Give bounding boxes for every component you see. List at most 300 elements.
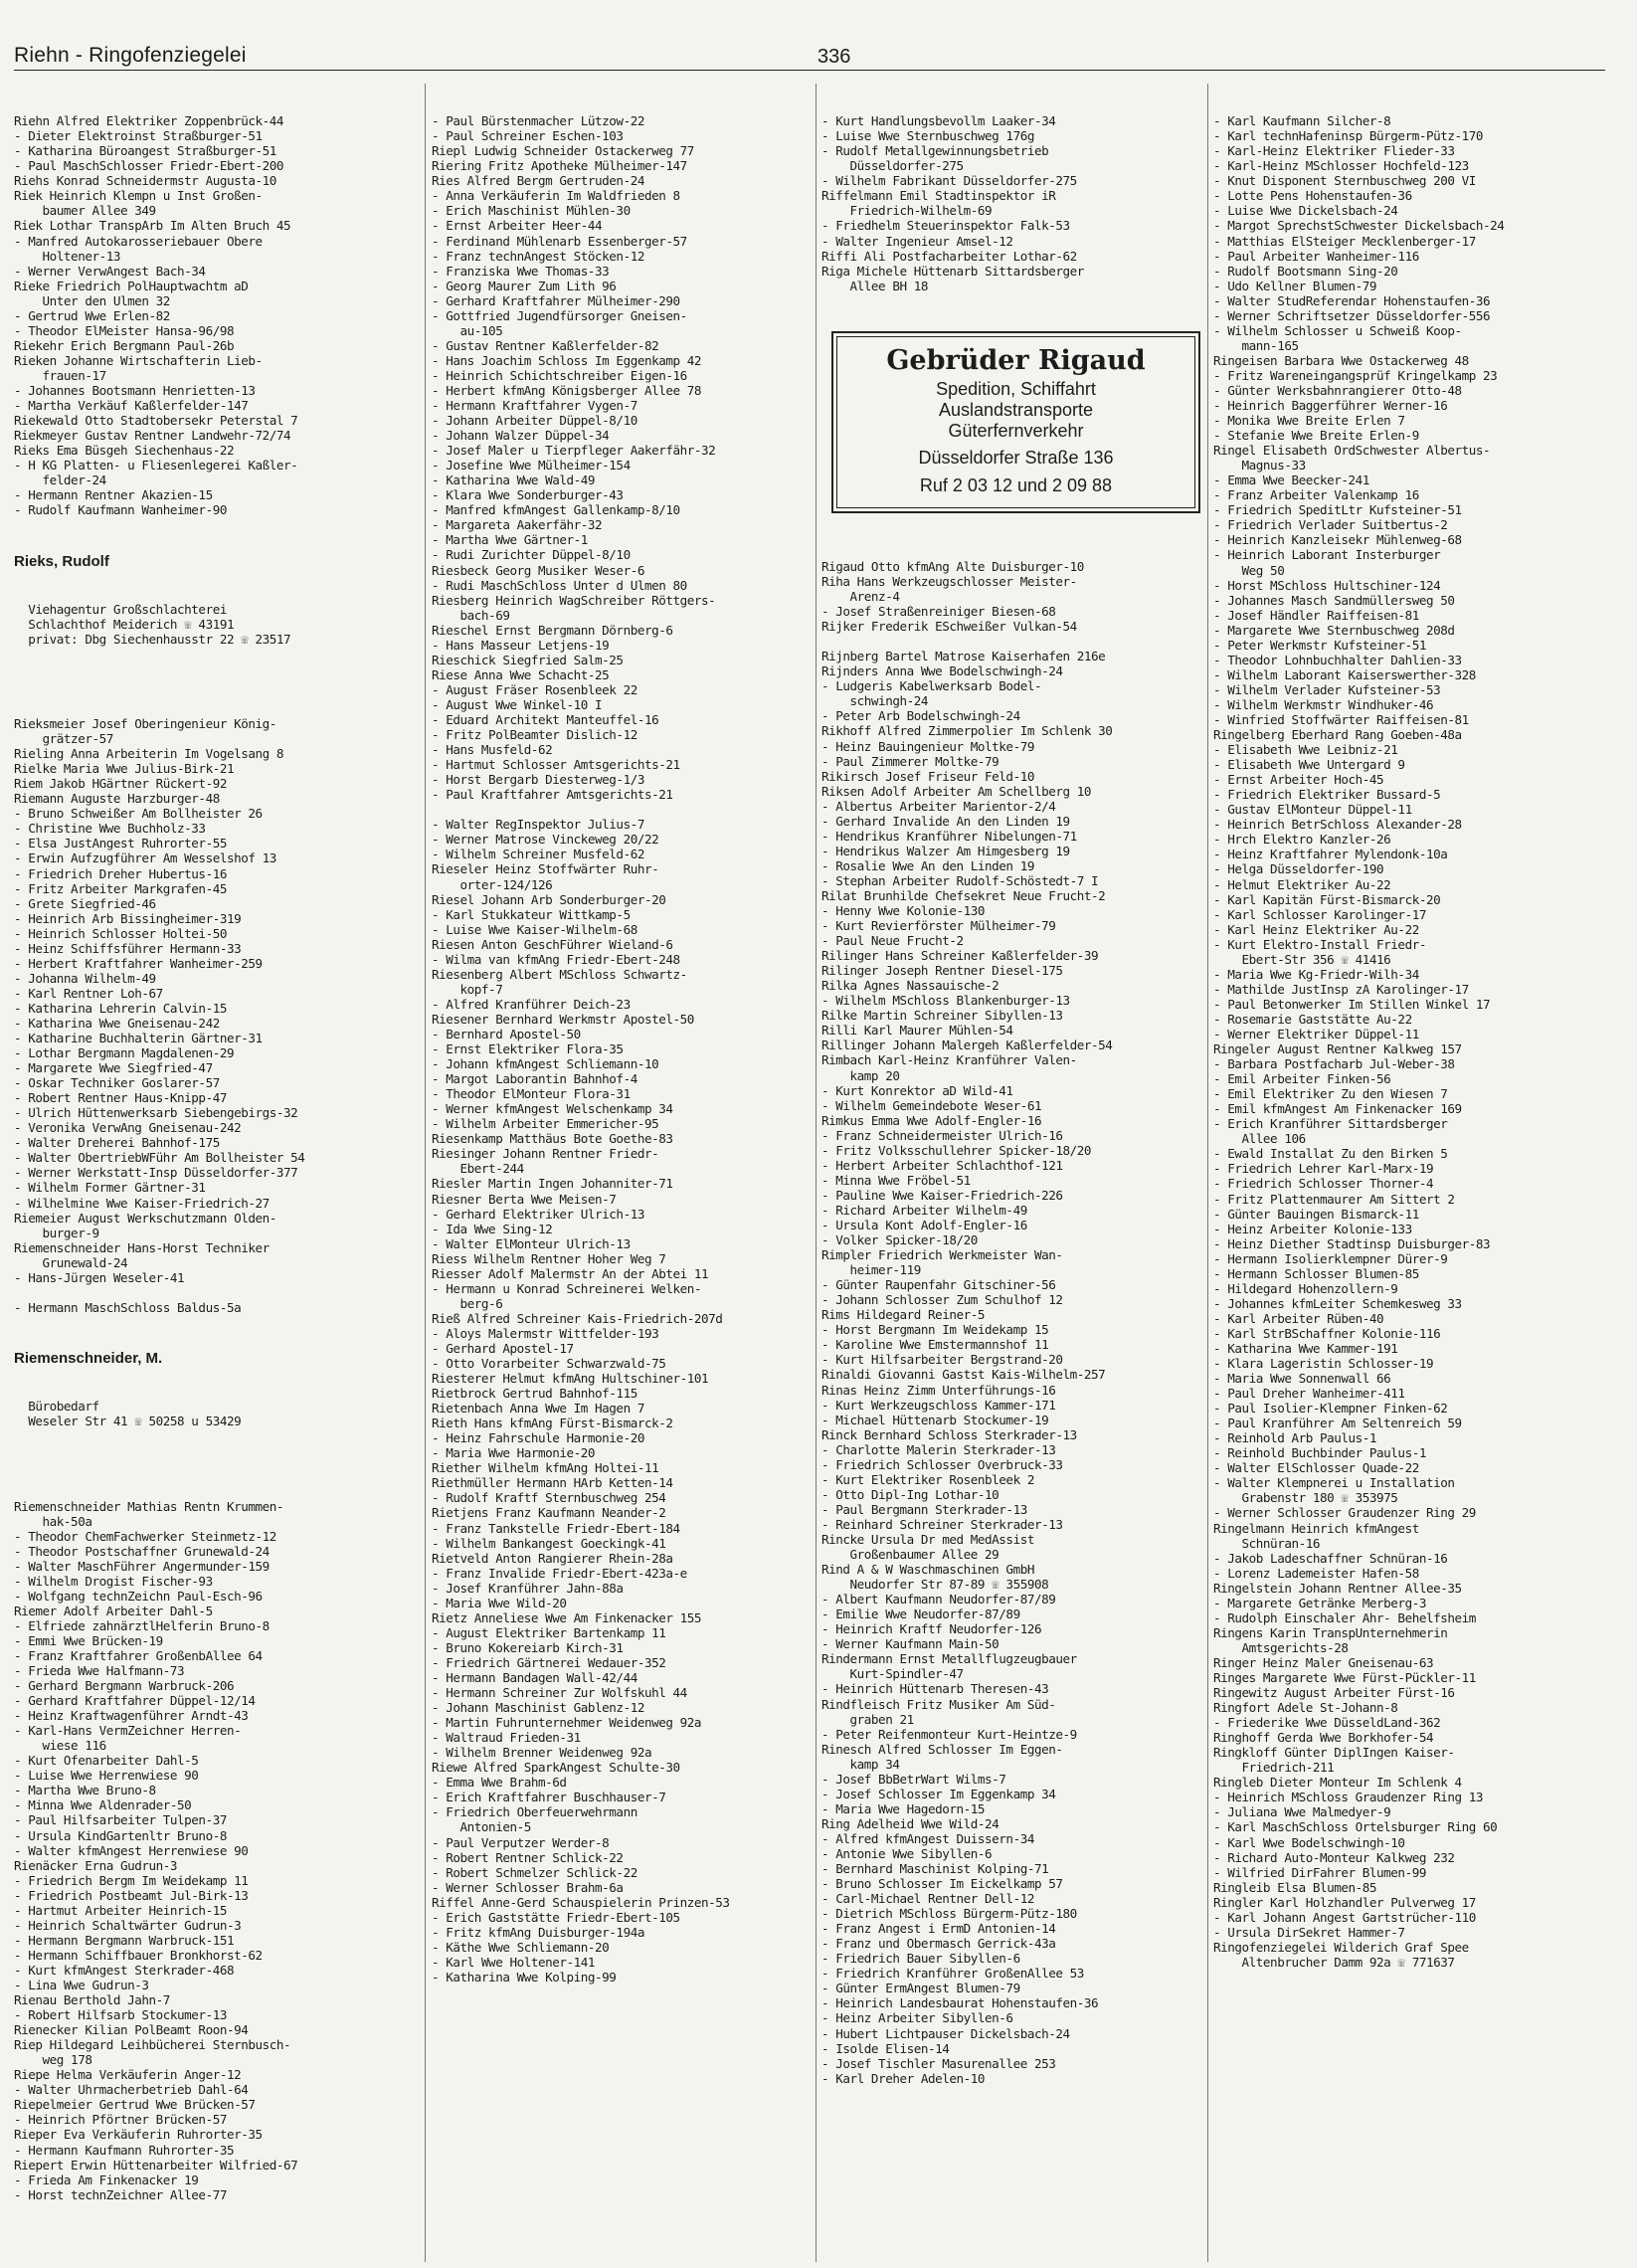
directory-entry: Schlachthof Meiderich ☏ 43191	[14, 616, 235, 632]
directory-entry: Riepelmeier Gertrud Wwe Brücken-57	[14, 2097, 256, 2113]
directory-entry: - Ursula Kont Adolf-Engler-16	[821, 1218, 1027, 1232]
directory-entry: - Helmut Elektriker Au-22	[1213, 876, 1391, 892]
directory-entry: Ringleb Dieter Monteur Im Schlenk 4	[1213, 1775, 1462, 1791]
directory-entry: - Walter ElMonteur Ulrich-13	[432, 1235, 631, 1251]
directory-entry: - Friedrich Lehrer Karl-Marx-19	[1213, 1161, 1434, 1177]
directory-entry: - Theodor ChemFachwerker Steinmetz-12	[14, 1528, 276, 1544]
directory-entry: Rincke Ursula Dr med MedAssist	[821, 1531, 1034, 1547]
directory-entry: Rieper Eva Verkäuferin Ruhrorter-35	[14, 2127, 263, 2143]
directory-entry: heimer-119	[821, 1262, 921, 1278]
directory-entry: - Katharina Wwe Wald-49	[432, 472, 596, 488]
directory-entry: - Gerhard Elektriker Ulrich-13	[432, 1206, 644, 1222]
directory-entry: Ringfort Adele St-Johann-8	[1213, 1700, 1398, 1716]
directory-entry: - Reinhold Arb Paulus-1	[1213, 1430, 1377, 1446]
directory-entry: - Karl Wwe Bodelschwingh-10	[1213, 1834, 1405, 1850]
directory-entry: Rilinger Hans Schreiner Kaßlerfelder-39	[821, 948, 1099, 964]
directory-entry: - Emilie Wwe Neudorfer-87/89	[821, 1606, 1020, 1622]
directory-entry: - Wilfried DirFahrer Blumen-99	[1213, 1864, 1426, 1880]
directory-entry: - Friedrich Postbeamt Jul-Birk-13	[14, 1887, 249, 1903]
directory-entry: Ringkloff Günter DiplIngen Kaiser-	[1213, 1745, 1455, 1761]
entry-list	[821, 113, 1204, 293]
directory-entry: Rieling Anna Arbeiterin Im Vogelsang 8	[14, 746, 284, 762]
directory-entry: - Hendrikus Kranführer Nibelungen-71	[821, 828, 1077, 844]
directory-entry: - Barbara Postfacharb Jul-Weber-38	[1213, 1056, 1455, 1072]
directory-entry: - Karl Dreher Adelen-10	[821, 2070, 986, 2086]
directory-entry: - Heinrich Arb Bissingheimer-319	[14, 910, 242, 926]
directory-entry: au-105	[432, 322, 503, 338]
directory-entry: Rieseler Heinz Stoffwärter Ruhr-	[432, 861, 659, 877]
directory-entry: - Eduard Architekt Manteuffel-16	[432, 712, 659, 727]
directory-entry: - Richard Arbeiter Wilhelm-49	[821, 1202, 1027, 1218]
directory-entry: - Heinrich Pförtner Brücken-57	[14, 2112, 227, 2128]
directory-entry: - Emmi Wwe Brücken-19	[14, 1632, 163, 1648]
directory-entry: - Walter Ingenieur Amsel-12	[821, 233, 1013, 249]
directory-entry: kamp 34	[821, 1756, 900, 1772]
directory-entry: - Karl Rentner Loh-67	[14, 985, 163, 1001]
directory-entry: - Martin Fuhrunternehmer Weidenweg 92a	[432, 1715, 702, 1731]
directory-entry: - Herbert kfmAng Königsberger Allee 78	[432, 382, 702, 398]
directory-entry: - Gerhard Bergmann Warbruck-206	[14, 1678, 235, 1694]
directory-entry: Riffi Ali Postfacharbeiter Lothar-62	[821, 248, 1077, 264]
directory-entry: - Anna Verkäuferin Im Waldfrieden 8	[432, 188, 680, 204]
directory-entry: - Werner Schlosser Brahm-6a	[432, 1879, 624, 1895]
directory-entry: privat: Dbg Siechenhausstr 22 ☏ 23517	[14, 631, 291, 647]
directory-entry: - Ulrich Hüttenwerksarb Siebengebirgs-32	[14, 1105, 298, 1121]
directory-entry: Riesen Anton GeschFührer Wieland-6	[432, 936, 673, 952]
directory-entry: - Peter Reifenmonteur Kurt-Heintze-9	[821, 1726, 1077, 1742]
directory-entry: - Carl-Michael Rentner Dell-12	[821, 1891, 1034, 1907]
directory-entry: Ringens Karin TranspUnternehmerin	[1213, 1624, 1448, 1640]
directory-entry: berg-6	[432, 1295, 503, 1311]
directory-entry: Grabenstr 180 ☏ 353975	[1213, 1490, 1398, 1506]
directory-entry: - Wilhelm Schlosser u Schweiß Koop-	[1213, 322, 1462, 338]
directory-entry: - Johann Maschinist Gablenz-12	[432, 1700, 644, 1716]
directory-entry: - Franziska Wwe Thomas-33	[432, 263, 610, 279]
directory-entry: - Erich Gaststätte Friedr-Ebert-105	[432, 1909, 680, 1925]
directory-entry: Riemeier August Werkschutzmann Olden-	[14, 1210, 276, 1226]
directory-entry: - Walter kfmAngest Herrenwiese 90	[14, 1842, 249, 1858]
directory-entry	[432, 802, 815, 817]
directory-entry: - Heinrich Schlosser Holtei-50	[14, 925, 227, 941]
ad-phone: Ruf 2 03 12 und 2 09 88	[919, 474, 1113, 495]
directory-entry: - Peter Werkmstr Kufsteiner-51	[1213, 637, 1426, 653]
directory-entry: - Gottfried Jugendfürsorger Gneisen-	[432, 307, 687, 323]
directory-entry: - Maria Wwe Hagedorn-15	[821, 1800, 986, 1816]
directory-entry: - Grete Siegfried-46	[14, 895, 156, 911]
directory-entry: frauen-17	[14, 367, 106, 383]
directory-entry: Riekmeyer Gustav Rentner Landwehr-72/74	[14, 428, 291, 444]
directory-entry: - Otto Vorarbeiter Schwarzwald-75	[432, 1356, 666, 1372]
directory-entry: Riha Hans Werkzeugschlosser Meister-	[821, 573, 1077, 589]
directory-entry: Weseler Str 41 ☏ 50258 u 53429	[14, 1414, 242, 1429]
directory-entry: - Stephan Arbeiter Rudolf-Schöstedt-7 I	[821, 872, 1099, 888]
directory-entry: Rietenbach Anna Wwe Im Hagen 7	[432, 1401, 644, 1417]
directory-entry: - Friedrich Verlader Suitbertus-2	[1213, 517, 1448, 533]
directory-entry: - Isolde Elisen-14	[821, 2040, 950, 2056]
directory-entry: - Wilhelm Gemeindebote Weser-61	[821, 1097, 1042, 1113]
directory-entry: - Karl Wwe Holtener-141	[432, 1954, 596, 1970]
directory-entry: - Bruno Schlosser Im Eickelkamp 57	[821, 1876, 1063, 1892]
directory-entry: Rigaud Otto kfmAng Alte Duisburger-10	[821, 558, 1084, 574]
directory-entry: - Emil kfmAngest Am Finkenacker 169	[1213, 1101, 1462, 1117]
directory-entry: - Aloys Malermstr Wittfelder-193	[432, 1325, 659, 1341]
directory-entry: Rienecker Kilian PolBeamt Roon-94	[14, 2022, 249, 2038]
directory-entry: Riehs Konrad Schneidermstr Augusta-10	[14, 173, 276, 189]
directory-entry: - Rudolf Kaufmann Wanheimer-90	[14, 502, 227, 518]
directory-entry: Rimkus Emma Wwe Adolf-Engler-16	[821, 1112, 1042, 1128]
directory-entry: - Franz Angest i ErmD Antonien-14	[821, 1921, 1056, 1937]
directory-entry: Rindfleisch Fritz Musiker Am Süd-	[821, 1696, 1056, 1712]
directory-entry: - Margot Laborantin Bahnhof-4	[432, 1071, 637, 1087]
directory-entry: graben 21	[821, 1711, 914, 1727]
directory-entry: - Horst technZeichner Allee-77	[14, 2186, 227, 2202]
directory-entry: - Wilhelm Verlader Kufsteiner-53	[1213, 681, 1441, 697]
directory-entry: Kurt-Spindler-47	[821, 1666, 964, 1682]
directory-entry: Allee BH 18	[821, 278, 928, 293]
directory-entry: Neudorfer Str 87-89 ☏ 355908	[821, 1577, 1049, 1593]
directory-entry: - Horst Bergarb Diesterweg-1/3	[432, 772, 644, 788]
directory-entry: - Manfred kfmAngest Gallenkamp-8/10	[432, 502, 680, 518]
directory-entry: - Katharine Buchhalterin Gärtner-31	[14, 1031, 263, 1046]
directory-entry: - Margarete Wwe Siegfried-47	[14, 1060, 213, 1076]
directory-entry: - Robert Schmelzer Schlick-22	[432, 1864, 637, 1880]
directory-columns	[14, 84, 1615, 2262]
directory-entry: - Hildegard Hohenzollern-9	[1213, 1280, 1398, 1296]
directory-entry: - Henny Wwe Kolonie-130	[821, 903, 986, 919]
directory-entry: - Heinrich Kraftf Neudorfer-126	[821, 1621, 1042, 1637]
directory-entry: - Wilhelm Werkmstr Windhuker-46	[1213, 696, 1434, 712]
directory-entry: - Antonie Wwe Sibyllen-6	[821, 1845, 993, 1861]
directory-entry: - Klara Wwe Sonderburger-43	[432, 487, 624, 503]
directory-entry: Viehagentur Großschlachterei	[14, 601, 227, 617]
directory-entry: - Heinrich Kanzleisekr Mühlenweg-68	[1213, 532, 1462, 548]
directory-entry: - Walter Uhrmacherbetrieb Dahl-64	[14, 2082, 249, 2098]
directory-entry: - Emil Arbeiter Finken-56	[1213, 1071, 1391, 1087]
directory-entry: - Heinrich BetrSchloss Alexander-28	[1213, 817, 1462, 833]
ad-title: Gebrüder Rigaud	[886, 344, 1146, 376]
directory-entry: burger-9	[14, 1225, 99, 1240]
directory-entry: - Johanna Wilhelm-49	[14, 970, 156, 986]
directory-entry: - Heinrich MSchloss Graudenzer Ring 13	[1213, 1790, 1484, 1805]
directory-entry: - Werner Kaufmann Main-50	[821, 1636, 1000, 1652]
directory-entry: - Karl-Hans VermZeichner Herren-	[14, 1723, 242, 1739]
directory-entry: - Walter ObertriebWFühr Am Bollheister 54	[14, 1150, 305, 1166]
directory-entry: Riering Fritz Apotheke Mülheimer-147	[432, 158, 687, 174]
directory-entry: - Karl StrBSchaffner Kolonie-116	[1213, 1325, 1441, 1341]
directory-entry: - Kurt Hilfsarbeiter Bergstrand-20	[821, 1352, 1063, 1368]
directory-entry: - Hermann Kraftfahrer Vygen-7	[432, 398, 637, 414]
directory-entry: - Johannes kfmLeiter Schemkesweg 33	[1213, 1295, 1462, 1311]
directory-entry: - Walter Dreherei Bahnhof-175	[14, 1135, 220, 1151]
directory-entry: - Oskar Techniker Goslarer-57	[14, 1075, 220, 1091]
directory-entry: Schnüran-16	[1213, 1535, 1320, 1551]
page-number: 336	[818, 46, 851, 68]
directory-entry: Riekewald Otto Stadtobersekr Peterstal 7	[14, 413, 298, 429]
directory-entry: - Hermann Schlosser Blumen-85	[1213, 1265, 1419, 1281]
directory-entry: Rijnberg Bartel Matrose Kaiserhafen 216e	[821, 649, 1106, 664]
directory-entry: Rietbrock Gertrud Bahnhof-115	[432, 1386, 637, 1402]
directory-entry: - Heinz Fahrschule Harmonie-20	[432, 1430, 644, 1446]
column-3	[821, 84, 1204, 2262]
directory-entry: Rindermann Ernst Metallflugzeugbauer	[821, 1651, 1077, 1667]
directory-entry: Riesser Adolf Malermstr An der Abtei 11	[432, 1265, 709, 1281]
directory-entry: Rieke Friedrich PolHauptwachtm aD	[14, 278, 249, 293]
directory-entry: Riesenkamp Matthäus Bote Goethe-83	[432, 1131, 673, 1147]
directory-entry: Düsseldorfer-275	[821, 158, 964, 174]
directory-entry: - Friedrich Schlosser Thorner-4	[1213, 1176, 1434, 1192]
directory-entry: - Mathilde JustInsp zA Karolinger-17	[1213, 981, 1469, 997]
directory-entry: - Franz Tankstelle Friedr-Ebert-184	[432, 1520, 680, 1536]
directory-entry: - Hermann Bergmann Warbruck-151	[14, 1932, 235, 1948]
directory-entry: - Theodor ElMeister Hansa-96/98	[14, 322, 235, 338]
directory-entry: Riek Lothar TranspArb Im Alten Bruch 45	[14, 218, 291, 234]
directory-entry: - Walter StudReferendar Hohenstaufen-36	[1213, 292, 1491, 308]
directory-entry: - Paul Dreher Wanheimer-411	[1213, 1386, 1405, 1402]
directory-entry: - Emil Elektriker Zu den Wiesen 7	[1213, 1086, 1448, 1102]
directory-entry: - Erich Maschinist Mühlen-30	[432, 203, 631, 219]
directory-entry: - Kurt kfmAngest Sterkrader-468	[14, 1962, 235, 1978]
directory-entry: - Margarete Wwe Sternbuschweg 208d	[1213, 622, 1455, 638]
column-2	[432, 84, 815, 2262]
directory-entry: Bürobedarf	[14, 1399, 99, 1415]
directory-entry: Riesener Bernhard Werkmstr Apostel-50	[432, 1011, 694, 1027]
directory-entry: Allee 106	[1213, 1131, 1306, 1147]
column-divider	[816, 84, 817, 2262]
directory-entry	[821, 634, 1204, 649]
directory-entry: - Helga Düsseldorfer-190	[1213, 861, 1384, 877]
directory-entry: - Paul Isolier-Klempner Finken-62	[1213, 1401, 1448, 1417]
business-name-riemenschneider: Riemenschneider, M.	[14, 1350, 163, 1368]
directory-entry: - Lina Wwe Gudrun-3	[14, 1978, 149, 1992]
directory-entry: Riese Anna Wwe Schacht-25	[432, 666, 610, 682]
directory-entry: - Kurt Werkzeugschloss Kammer-171	[821, 1397, 1056, 1413]
advertisement-box	[831, 331, 1200, 513]
directory-entry: - Paul Hilfsarbeiter Tulpen-37	[14, 1812, 227, 1828]
directory-entry: - Ferdinand Mühlenarb Essenberger-57	[432, 233, 687, 249]
directory-entry: - Franz technAngest Stöcken-12	[432, 248, 644, 264]
directory-entry: - Reinhard Schreiner Sterkrader-13	[821, 1516, 1063, 1532]
directory-entry: - Franz Schneidermeister Ulrich-16	[821, 1127, 1063, 1143]
directory-entry: Weg 50	[1213, 562, 1285, 578]
directory-entry: - Emma Wwe Brahm-6d	[432, 1775, 567, 1791]
directory-entry: - Erich Kraftfahrer Buschhauser-7	[432, 1790, 666, 1805]
directory-entry: - Margarete Getränke Merberg-3	[1213, 1595, 1426, 1610]
directory-entry: Rimpler Friedrich Werkmeister Wan-	[821, 1247, 1063, 1263]
directory-entry: - Fritz Arbeiter Markgrafen-45	[14, 880, 227, 896]
directory-entry: - Karl Johann Angest Gartstrücher-110	[1213, 1909, 1476, 1925]
directory-entry: - Rudolf Metallgewinnungsbetrieb	[821, 143, 1049, 159]
directory-entry: - Rosemarie Gaststätte Au-22	[1213, 1011, 1412, 1027]
directory-entry: - Johann kfmAngest Schliemann-10	[432, 1056, 659, 1072]
directory-entry: - Heinrich Baggerführer Werner-16	[1213, 398, 1448, 414]
directory-entry: - Ernst Arbeiter Hoch-45	[1213, 772, 1384, 788]
directory-entry: - Wilma van kfmAng Friedr-Ebert-248	[432, 951, 680, 967]
directory-entry: - Karoline Wwe Emstermannshof 11	[821, 1337, 1049, 1353]
directory-entry: - Knut Disponent Sternbuschweg 200 VI	[1213, 173, 1476, 189]
directory-entry: mann-165	[1213, 337, 1299, 353]
directory-entry: - Heinz Diether Stadtinsp Duisburger-83	[1213, 1235, 1491, 1251]
directory-entry: - August Fräser Rosenbleek 22	[432, 681, 637, 697]
directory-entry: - Heinrich Schaltwärter Gudrun-3	[14, 1917, 242, 1933]
directory-entry: - Rudolf Kraftf Sternbuschweg 254	[432, 1490, 666, 1506]
directory-entry: - Johannes Bootsmann Henrietten-13	[14, 382, 256, 398]
entry-list	[1213, 113, 1615, 1970]
directory-entry: - Johann Schlosser Zum Schulhof 12	[821, 1292, 1063, 1308]
directory-entry: - Josef Maler u Tierpfleger Aakerfähr-32	[432, 443, 716, 459]
directory-entry: - Paul MaschSchlosser Friedr-Ebert-200	[14, 158, 284, 174]
directory-entry: - Hartmut Arbeiter Heinrich-15	[14, 1902, 227, 1918]
directory-entry: Ries Alfred Bergm Gertruden-24	[432, 173, 644, 189]
directory-entry: Rillinger Johann Malergeh Kaßlerfelder-54	[821, 1038, 1113, 1053]
directory-entry: - Franz Arbeiter Valenkamp 16	[1213, 487, 1419, 503]
directory-entry: Magnus-33	[1213, 458, 1306, 473]
directory-entry: - Charlotte Malerin Sterkrader-13	[821, 1441, 1056, 1457]
directory-entry: - Robert Rentner Haus-Knipp-47	[14, 1090, 227, 1106]
directory-entry: - Bruno Kokereiarb Kirch-31	[432, 1639, 624, 1655]
directory-entry: - Katharina Wwe Kammer-191	[1213, 1340, 1398, 1356]
directory-entry: - Friedrich Elektriker Bussard-5	[1213, 787, 1441, 803]
directory-entry: - Robert Rentner Schlick-22	[432, 1849, 624, 1865]
entry-list	[14, 716, 412, 1315]
directory-entry: - Paul Schreiner Eschen-103	[432, 128, 624, 144]
directory-entry: - Christine Wwe Buchholz-33	[14, 821, 206, 837]
directory-entry: Ringewitz August Arbeiter Fürst-16	[1213, 1685, 1455, 1701]
directory-entry: - Albertus Arbeiter Marientor-2/4	[821, 798, 1056, 814]
directory-entry: Riemenschneider Hans-Horst Techniker	[14, 1239, 270, 1255]
directory-entry: - Fritz Wareneingangsprüf Kringelkamp 23	[1213, 367, 1498, 383]
directory-entry: - Lothar Bergmann Magdalenen-29	[14, 1045, 235, 1061]
directory-entry: - Johannes Masch Sandmüllersweg 50	[1213, 592, 1455, 608]
directory-entry: - Volker Spicker-18/20	[821, 1232, 978, 1248]
directory-entry: - Karl-Heinz Elektriker Flieder-33	[1213, 143, 1455, 159]
directory-entry: Rinck Bernhard Schloss Sterkrader-13	[821, 1426, 1077, 1442]
directory-entry: bach-69	[432, 607, 510, 623]
directory-entry: - Otto Dipl-Ing Lothar-10	[821, 1486, 1000, 1502]
directory-entry: - Veronika VerwAng Gneisenau-242	[14, 1120, 242, 1136]
directory-entry: hak-50a	[14, 1513, 92, 1529]
directory-entry: - Fritz Volksschullehrer Spicker-18/20	[821, 1142, 1092, 1158]
directory-entry: - Rudolf Bootsmann Sing-20	[1213, 263, 1398, 279]
directory-entry: - Margot SprechstSchwester Dickelsbach-24	[1213, 218, 1505, 234]
directory-entry: - Ludgeris Kabelwerksarb Bodel-	[821, 678, 1042, 694]
directory-entry: - Günter Bauingen Bismarck-11	[1213, 1206, 1419, 1222]
directory-entry: Riem Jakob HGärtner Rückert-92	[14, 776, 227, 792]
directory-entry: - Reinhold Buchbinder Paulus-1	[1213, 1445, 1426, 1461]
ad-address: Düsseldorfer Straße 136	[918, 447, 1114, 468]
directory-entry: - Friedrich Bauer Sibyllen-6	[821, 1951, 1020, 1967]
directory-entry: kamp 20	[821, 1067, 900, 1083]
directory-entry: - Heinrich Landesbaurat Hohenstaufen-36	[821, 1995, 1099, 2011]
directory-entry: - Heinz Schiffsführer Hermann-33	[14, 940, 242, 956]
directory-entry: Riesenberg Albert MSchloss Schwartz-	[432, 966, 687, 982]
directory-entry: - Gerhard Kraftfahrer Mülheimer-290	[432, 292, 680, 308]
directory-entry: Rilka Agnes Nassauische-2	[821, 978, 1000, 994]
directory-entry: - Heinz Arbeiter Kolonie-133	[1213, 1221, 1412, 1236]
directory-entry: - Heinrich Hüttenarb Theresen-43	[821, 1681, 1049, 1697]
directory-entry: schwingh-24	[821, 693, 928, 709]
directory-entry: Rieß Alfred Schreiner Kais-Friedrich-207d	[432, 1310, 723, 1326]
directory-entry: - Josef Händler Raiffeisen-81	[1213, 607, 1419, 623]
directory-entry: - Minna Wwe Aldenrader-50	[14, 1797, 192, 1813]
directory-entry: - Gertrud Wwe Erlen-82	[14, 307, 170, 323]
directory-entry: - Josef Straßenreiniger Biesen-68	[821, 604, 1056, 620]
directory-entry: - Karl-Heinz MSchlosser Hochfeld-123	[1213, 158, 1469, 174]
directory-entry: Rinas Heinz Zimm Unterführungs-16	[821, 1382, 1056, 1398]
directory-entry: Riep Hildegard Leihbücherei Sternbusch-	[14, 2037, 291, 2053]
directory-entry: - Werner Schriftsetzer Düsseldorfer-556	[1213, 307, 1491, 323]
directory-entry: - Herbert Kraftfahrer Wanheimer-259	[14, 955, 263, 971]
directory-entry: - Hans Masseur Letjens-19	[432, 637, 610, 653]
directory-entry: - Robert Hilfsarb Stockumer-13	[14, 2007, 227, 2023]
directory-entry: - Dietrich MSchloss Bürgerm-Pütz-180	[821, 1906, 1077, 1922]
directory-entry: - Günter Werksbahnrangierer Otto-48	[1213, 382, 1462, 398]
directory-entry: - Margareta Aakerfähr-32	[432, 517, 603, 533]
directory-entry: Riehn Alfred Elektriker Zoppenbrück-44	[14, 113, 284, 129]
directory-entry: - Gustav Rentner Kaßlerfelder-82	[432, 337, 659, 353]
directory-entry: - Ernst Elektriker Flora-35	[432, 1041, 624, 1057]
column-divider	[425, 84, 426, 2262]
directory-entry: - Paul Kraftfahrer Amtsgerichts-21	[432, 787, 673, 803]
directory-entry: - Fritz Plattenmaurer Am Sittert 2	[1213, 1191, 1455, 1207]
directory-entry: Riepe Helma Verkäuferin Anger-12	[14, 2067, 242, 2083]
directory-entry: - Wilhelm Schreiner Musfeld-62	[432, 847, 644, 862]
directory-entry: - Klara Lageristin Schlosser-19	[1213, 1356, 1434, 1372]
directory-entry: - Luise Wwe Sternbuschweg 176g	[821, 128, 1034, 144]
directory-entry: Rikirsch Josef Friseur Feld-10	[821, 768, 1034, 784]
directory-entry: - Rosalie Wwe An den Linden 19	[821, 857, 1034, 873]
directory-entry: - Friedrich Gärtnerei Wedauer-352	[432, 1654, 666, 1670]
directory-entry: - Waltraud Frieden-31	[432, 1730, 581, 1746]
directory-entry: - Friedrich Schlosser Overbruck-33	[821, 1456, 1063, 1472]
directory-entry: Riesbeck Georg Musiker Weser-6	[432, 562, 644, 578]
directory-entry: - Elfriede zahnärztlHelferin Bruno-8	[14, 1617, 270, 1633]
directory-entry: - Wilhelm Arbeiter Emmericher-95	[432, 1116, 659, 1132]
directory-entry: Riethmüller Hermann HArb Ketten-14	[432, 1475, 673, 1491]
directory-entry: - Michael Hüttenarb Stockumer-19	[821, 1412, 1049, 1427]
directory-entry: - Ewald Installat Zu den Birken 5	[1213, 1146, 1448, 1162]
directory-entry: Ringeler August Rentner Kalkweg 157	[1213, 1041, 1462, 1057]
directory-entry: Holtener-13	[14, 248, 120, 264]
directory-entry: Ringler Karl Holzhandler Pulverweg 17	[1213, 1894, 1476, 1910]
directory-entry: Ebert-244	[432, 1161, 524, 1177]
directory-entry: Rieksmeier Josef Oberingenieur König-	[14, 716, 276, 732]
directory-entry: felder-24	[14, 472, 106, 488]
directory-entry: - Karl technHafeninsp Bürgerm-Pütz-170	[1213, 128, 1484, 144]
directory-entry: - Elisabeth Wwe Leibniz-21	[1213, 742, 1398, 758]
directory-entry: Rietz Anneliese Wwe Am Finkenacker 155	[432, 1609, 702, 1625]
directory-entry: - Kurt Handlungsbevollm Laaker-34	[821, 113, 1056, 129]
directory-entry: Rikhoff Alfred Zimmerpolier Im Schlenk 30	[821, 723, 1113, 739]
directory-entry: - Wilhelm Drogist Fischer-93	[14, 1573, 213, 1589]
directory-entry: - Fritz PolBeamter Dislich-12	[432, 727, 637, 743]
directory-entry: - Hans-Jürgen Weseler-41	[14, 1269, 185, 1285]
directory-entry: - Heinz Kraftwagenführer Arndt-43	[14, 1708, 249, 1724]
directory-entry: - Karl Stukkateur Wittkamp-5	[432, 906, 631, 922]
directory-entry: Rijnders Anna Wwe Bodelschwingh-24	[821, 663, 1063, 679]
directory-entry: - Udo Kellner Blumen-79	[1213, 278, 1377, 293]
directory-entry: - Hrch Elektro Kanzler-26	[1213, 832, 1391, 848]
directory-entry: - Dieter Elektroinst Straßburger-51	[14, 128, 263, 144]
directory-entry: - Franz Kraftfahrer GroßenbAllee 64	[14, 1647, 263, 1663]
directory-entry: - Elsa JustAngest Ruhrorter-55	[14, 836, 227, 851]
directory-entry: - Paul Verputzer Werder-8	[432, 1834, 610, 1850]
directory-entry: Ringleib Elsa Blumen-85	[1213, 1879, 1377, 1895]
directory-entry: orter-124/126	[432, 876, 553, 892]
directory-entry: - Walter ElSchlosser Quade-22	[1213, 1460, 1419, 1476]
directory-entry: Riffel Anne-Gerd Schauspielerin Prinzen-53	[432, 1894, 730, 1910]
directory-entry: Riesner Berta Wwe Meisen-7	[432, 1191, 617, 1207]
directory-entry: Rieth Hans kfmAng Fürst-Bismarck-2	[432, 1416, 673, 1431]
